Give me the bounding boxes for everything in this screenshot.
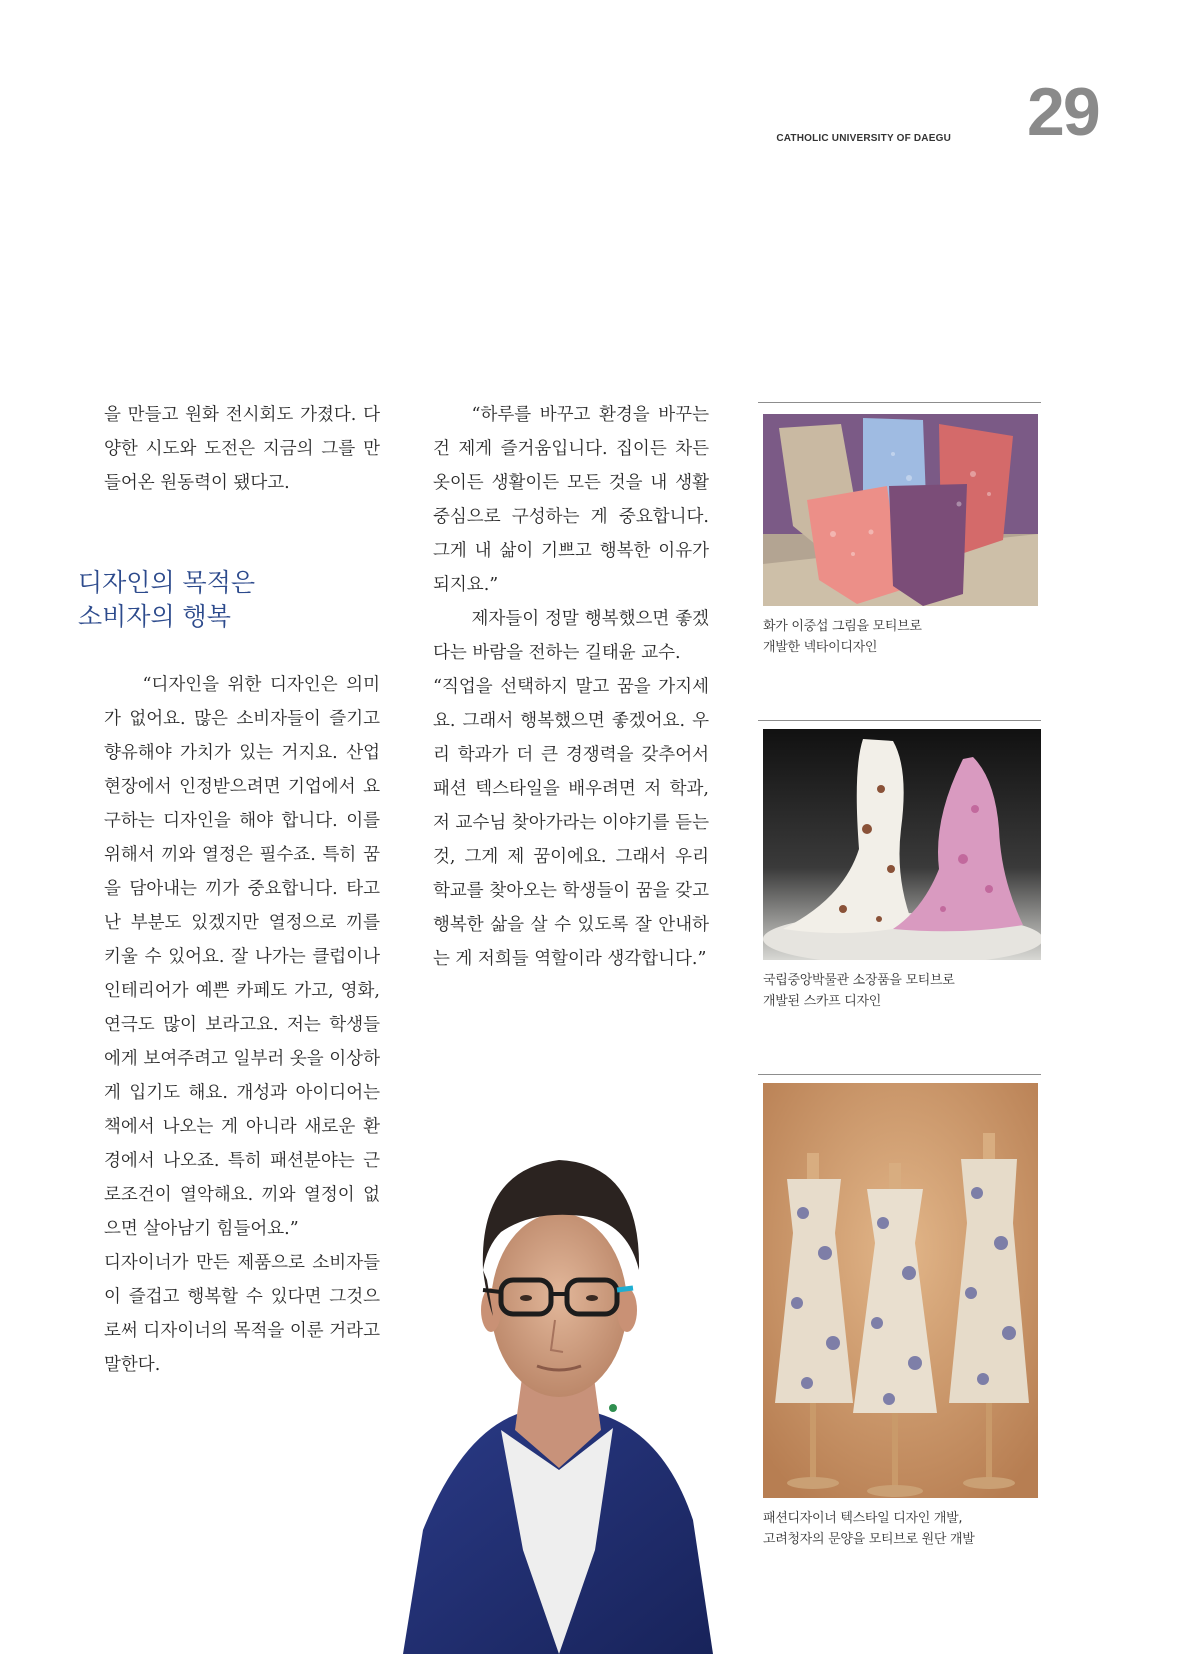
caption-dress	[763, 1508, 974, 1550]
column2-body	[433, 398, 709, 976]
quote1-paragraph: “하루를 바꾸고 환경을 바꾸는 건 제게 즐거움입니다. 집이든 차든 옷이든 생활이든 모든 것을 내 생활 중심으로 구성하는 게 중요합니다. 그게 내 삶이 기쁘고 행복한 이유가 되지요.”	[433, 405, 709, 595]
scarf-photo	[763, 729, 1041, 960]
column1-body	[104, 668, 380, 1382]
portrait-photo	[383, 1130, 729, 1654]
caption-necktie	[763, 616, 922, 658]
quote-paragraph: “디자인을 위한 디자인은 의미가 없어요. 많은 소비자들이 즐기고 향유해야 가치가 있는 거지요. 산업현장에서 인정받으려면 기업에서 요구하는 디자인을 해야 합니다. 이를 위해서 끼와 열정은 필수죠. 특히 꿈을 담아내는 끼가 중요합니다. 타고난 부분도 있겠지만 열정으로 끼를 키울 수 있어요. 잘 나가는 클럽이나 인테리어가 예쁜 카페도 가고, 영화, 연극도 많이 보라고요. 저는 학생들에게 보여주려고 일부러 옷을 이상하게 입기도 해요. 개성과 아이디어는 책에서 나오는 게 아니라 새로운 환경에서 나오죠. 특히 패션분야는 근로조건이 열악해요. 끼와 열정이 없으면 살아남기 힘들어요.”	[104, 675, 380, 1239]
portrait-illustration	[383, 1130, 729, 1654]
caption-necktie-line2: 개발한 넥타이디자인	[763, 640, 878, 655]
caption-dress-line1: 패션디자이너 텍스타일 디자인 개발,	[763, 1511, 963, 1526]
caption-scarf-line2: 개발된 스카프 디자인	[763, 994, 881, 1009]
necktie-illustration	[763, 414, 1038, 606]
bridge-paragraph: 제자들이 정말 행복했으면 좋겠다는 바람을 전하는 길태윤 교수.	[433, 609, 709, 663]
scarf-illustration	[763, 729, 1041, 960]
dress-illustration	[763, 1083, 1038, 1498]
header-university-name: CATHOLIC UNIVERSITY OF DAEGU	[776, 133, 951, 144]
caption-scarf	[763, 970, 955, 1012]
intro-paragraph	[104, 398, 380, 500]
section-heading	[78, 566, 338, 634]
caption-necktie-line1: 화가 이중섭 그림을 모티브로	[763, 619, 922, 634]
caption-dress-line2: 고려청자의 문양을 모티브로 원단 개발	[763, 1532, 975, 1547]
necktie-photo	[763, 414, 1038, 606]
quote2-paragraph: “직업을 선택하지 말고 꿈을 가지세요. 그래서 행복했으면 좋겠어요. 우리 학과가 더 큰 경쟁력을 갖추어서 패션 텍스타일을 배우려면 저 학과, 저 교수님 찾아가라는 이야기를 듣는 것, 그게 제 꿈이에요. 그래서 우리 학교를 찾아오는 학생들이 꿈을 갖고 행복한 삶을 살 수 있도록 잘 안내하는 게 저희들 역할이라 생각합니다.”	[433, 677, 709, 969]
page-number: 29	[1027, 74, 1099, 150]
closing-paragraph: 디자이너가 만든 제품으로 소비자들이 즐겁고 행복할 수 있다면 그것으로써 디자이너의 목적을 이룬 거라고 말한다.	[104, 1253, 380, 1375]
caption-scarf-line1: 국립중앙박물관 소장품을 모티브로	[763, 973, 955, 988]
divider-1	[758, 402, 1041, 403]
section-heading-line2: 소비자의 행복	[78, 602, 231, 631]
dress-photo	[763, 1083, 1038, 1498]
divider-3	[758, 1074, 1041, 1075]
intro-text: 을 만들고 원화 전시회도 가졌다. 다양한 시도와 도전은 지금의 그를 만들어온 원동력이 됐다고.	[104, 405, 380, 493]
divider-2	[758, 720, 1041, 721]
section-heading-line1: 디자인의 목적은	[78, 568, 255, 597]
